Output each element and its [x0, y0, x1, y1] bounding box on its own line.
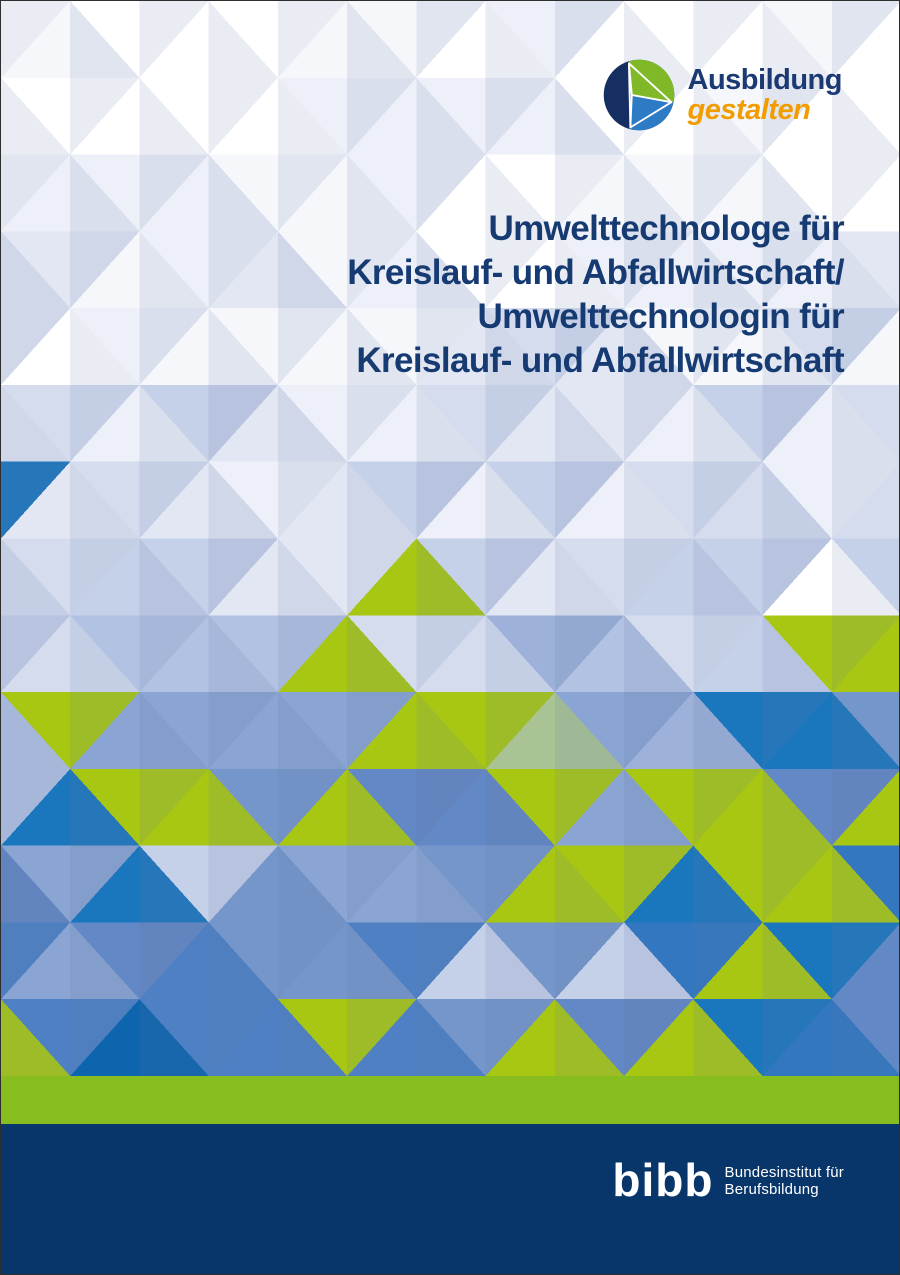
cover-title-line-3: Umwelttechnologin für	[477, 297, 844, 336]
ausbildung-gestalten-logo-icon	[603, 59, 675, 131]
bibb-logo	[612, 1154, 844, 1206]
cover-title-line-2: Kreislauf- und Abfallwirtschaft/	[347, 253, 844, 292]
footer-bar	[1, 1124, 900, 1275]
brand-word-gestalten: gestalten	[687, 94, 811, 126]
bibb-wordmark: bibb	[612, 1154, 714, 1206]
cover-title-line-4: Kreislauf- und Abfallwirtschaft	[356, 341, 844, 380]
brand-word-ausbildung: Ausbildung	[687, 64, 842, 96]
bibb-org-line-1: Bundesinstitut für	[724, 1164, 844, 1181]
cover-title	[347, 207, 844, 383]
triangle-mosaic-background	[1, 1, 900, 1076]
bibb-org-line-2: Berufsbildung	[724, 1180, 819, 1198]
ausbildung-gestalten-logo	[603, 59, 842, 131]
cover-title-line-1: Umwelttechnologe für	[488, 209, 844, 248]
green-band	[1, 1076, 900, 1124]
bibb-org-name	[725, 1165, 845, 1200]
